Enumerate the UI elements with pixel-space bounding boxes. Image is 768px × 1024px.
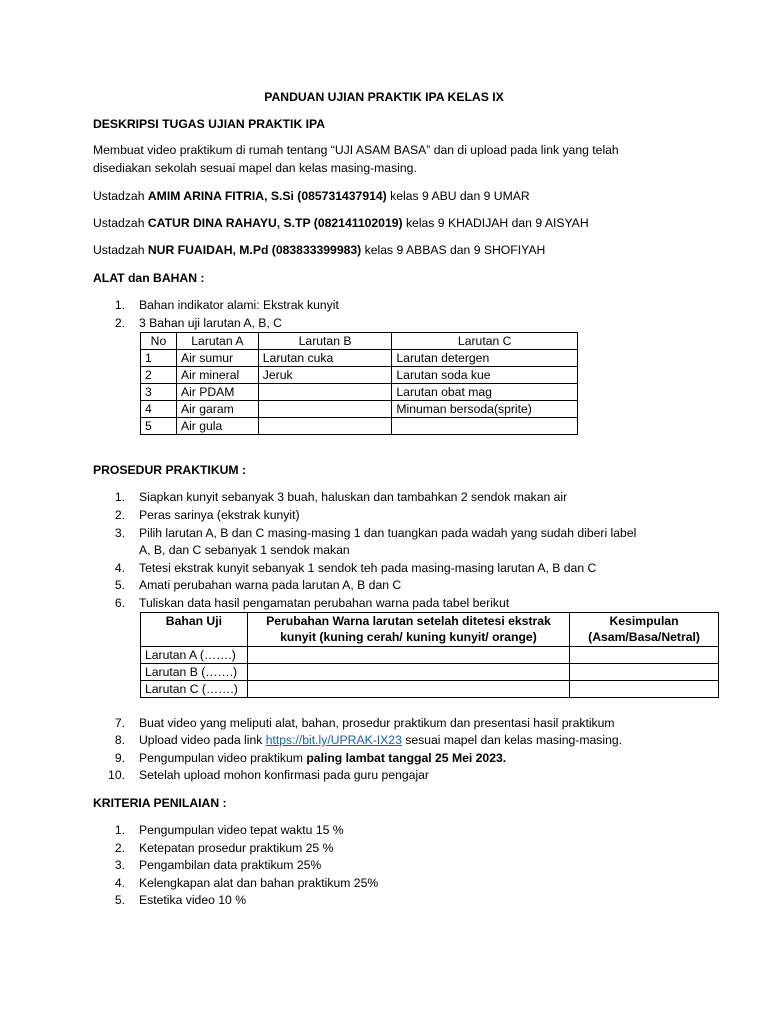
table-cell-empty <box>570 681 719 698</box>
header-larutan-c: Larutan C <box>392 333 578 350</box>
table-row <box>141 647 719 664</box>
table-cell: Air sumur <box>176 350 258 367</box>
table-cell-empty <box>247 681 569 698</box>
list-text: Siapkan kunyit sebanyak 3 buah, haluskan dan tambahkan 2 sendok makan air <box>139 490 568 504</box>
description-heading: DESKRIPSI TUGAS UJIAN PRAKTIK IPA <box>93 117 326 131</box>
header-label: Bahan Uji <box>165 614 223 628</box>
list-number: 4. <box>114 561 125 575</box>
list-number: 3. <box>114 526 125 540</box>
list-text: Peras sarinya (ekstrak kunyit) <box>139 508 300 522</box>
table-cell: 4 <box>141 401 177 418</box>
header-label: (Asam/Basa/Netral) <box>588 630 700 644</box>
list-number: 2. <box>114 508 125 522</box>
list-number: 5. <box>114 578 125 592</box>
header-larutan-b: Larutan B <box>258 333 392 350</box>
list-text: Estetika video 10 % <box>139 893 247 907</box>
teacher-line-1 <box>93 188 530 204</box>
list-text: Tuliskan data hasil pengamatan perubahan warna pada tabel berikut <box>139 596 510 610</box>
table-row <box>141 418 578 435</box>
list-number: 8. <box>114 733 125 747</box>
list-number: 5. <box>114 893 125 907</box>
table-cell <box>258 401 392 418</box>
table-cell: 5 <box>141 418 177 435</box>
list-text: Bahan indikator alami: Ekstrak kunyit <box>139 298 339 312</box>
list-text: Ketepatan prosedur praktikum 25 % <box>139 841 334 855</box>
list-number: 6. <box>114 596 125 610</box>
list-text-continued: A, B, dan C sebanyak 1 sendok makan <box>139 543 350 557</box>
table-cell <box>258 384 392 401</box>
list-text: Tetesi ekstrak kunyit sebanyak 1 sendok teh pada masing-masing larutan A, B dan C <box>139 561 597 575</box>
table-cell <box>392 418 578 435</box>
header-larutan-a: Larutan A <box>176 333 258 350</box>
header-label: Kesimpulan <box>609 614 679 628</box>
table-cell: Larutan detergen <box>392 350 578 367</box>
teacher-classes: kelas 9 ABBAS dan 9 SHOFIYAH <box>361 243 546 257</box>
header-bahan-uji <box>141 613 248 647</box>
list-number: 3. <box>114 858 125 872</box>
teacher-prefix: Ustadzah <box>93 243 148 257</box>
list-text: Kelengkapan alat dan bahan praktikum 25% <box>139 876 379 890</box>
table-cell: Jeruk <box>258 367 392 384</box>
table-cell-empty <box>247 647 569 664</box>
table-cell-empty <box>570 664 719 681</box>
table-cell: 3 <box>141 384 177 401</box>
teacher-classes: kelas 9 ABU dan 9 UMAR <box>386 189 530 203</box>
table-cell-empty <box>247 664 569 681</box>
teacher-classes: kelas 9 KHADIJAH dan 9 AISYAH <box>402 216 589 230</box>
observation-table <box>140 612 719 698</box>
list-text-part: Upload video pada link <box>139 733 266 747</box>
list-number: 9. <box>114 751 125 765</box>
list-text: Pengambilan data praktikum 25% <box>139 858 322 872</box>
criteria-heading: KRITERIA PENILAIAN : <box>93 796 227 810</box>
table-cell: Larutan soda kue <box>392 367 578 384</box>
table-row <box>141 664 719 681</box>
table-cell-empty <box>570 647 719 664</box>
table-row <box>141 384 578 401</box>
list-text: Amati perubahan warna pada larutan A, B dan C <box>139 578 402 592</box>
description-line-1: Membuat video praktikum di rumah tentang “UJI ASAM BASA” dan di upload pada link yang telah <box>93 143 619 157</box>
list-number: 1. <box>114 298 125 312</box>
list-number: 4. <box>114 876 125 890</box>
list-number: 1. <box>114 490 125 504</box>
list-text: 3 Bahan uji larutan A, B, C <box>139 316 282 330</box>
procedure-heading: PROSEDUR PRAKTIKUM : <box>93 463 247 477</box>
table-row <box>141 350 578 367</box>
list-number: 2. <box>114 316 125 330</box>
deadline-text: paling lambat tanggal 25 Mei 2023. <box>306 751 507 765</box>
table-cell: Larutan cuka <box>258 350 392 367</box>
table-cell: 2 <box>141 367 177 384</box>
table-cell: Air PDAM <box>176 384 258 401</box>
table-cell: Larutan obat mag <box>392 384 578 401</box>
list-text: Pilih larutan A, B dan C masing-masing 1 dan tuangkan pada wadah yang sudah diberi label <box>139 526 637 540</box>
list-text <box>139 750 506 766</box>
list-text <box>139 732 622 748</box>
table-header-row <box>141 613 719 647</box>
list-number: 2. <box>114 841 125 855</box>
list-number: 10. <box>108 768 125 782</box>
header-label: Perubahan Warna larutan setelah ditetesi ekstrak <box>266 614 551 628</box>
list-text: Buat video yang meliputi alat, bahan, prosedur praktikum dan presentasi hasil praktikum <box>139 716 615 730</box>
teacher-line-3 <box>93 242 545 258</box>
materials-table <box>140 332 578 435</box>
teacher-prefix: Ustadzah <box>93 189 148 203</box>
table-cell: Air mineral <box>176 367 258 384</box>
description-line-2: disediakan sekolah sesuai mapel dan kelas masing-masing. <box>93 161 417 175</box>
list-text-part: sesuai mapel dan kelas masing-masing. <box>401 733 623 747</box>
list-text-part: Pengumpulan video praktikum <box>139 751 307 765</box>
list-number: 7. <box>114 716 125 730</box>
table-cell: Air gula <box>176 418 258 435</box>
teacher-prefix: Ustadzah <box>93 216 148 230</box>
list-text: Setelah upload mohon konfirmasi pada guru pengajar <box>139 768 429 782</box>
table-cell: 1 <box>141 350 177 367</box>
table-row <box>141 401 578 418</box>
table-cell: Minuman bersoda(sprite) <box>392 401 578 418</box>
table-cell: Air garam <box>176 401 258 418</box>
teacher-name: CATUR DINA RAHAYU, S.TP (082141102019) <box>147 216 403 230</box>
list-text: Pengumpulan video tepat waktu 15 % <box>139 823 344 837</box>
header-kesimpulan <box>570 613 719 647</box>
table-cell: Larutan C (…….) <box>141 681 248 698</box>
table-row <box>141 367 578 384</box>
teacher-name: NUR FUAIDAH, M.Pd (083833399983) <box>147 243 362 257</box>
tools-heading: ALAT dan BAHAN : <box>93 271 205 285</box>
upload-link[interactable]: https://bit.ly/UPRAK-IX23 <box>265 733 402 747</box>
table-cell <box>258 418 392 435</box>
teacher-name: AMIM ARINA FITRIA, S.Si (085731437914) <box>147 189 387 203</box>
page-title: PANDUAN UJIAN PRAKTIK IPA KELAS IX <box>264 90 504 104</box>
table-cell: Larutan A (…….) <box>141 647 248 664</box>
header-perubahan-warna <box>247 613 569 647</box>
teacher-line-2 <box>93 215 589 231</box>
header-no: No <box>141 333 177 350</box>
table-header-row <box>141 333 578 350</box>
header-label: kunyit (kuning cerah/ kuning kunyit/ orange) <box>280 630 537 644</box>
table-cell: Larutan B (…….) <box>141 664 248 681</box>
table-row <box>141 681 719 698</box>
list-number: 1. <box>114 823 125 837</box>
